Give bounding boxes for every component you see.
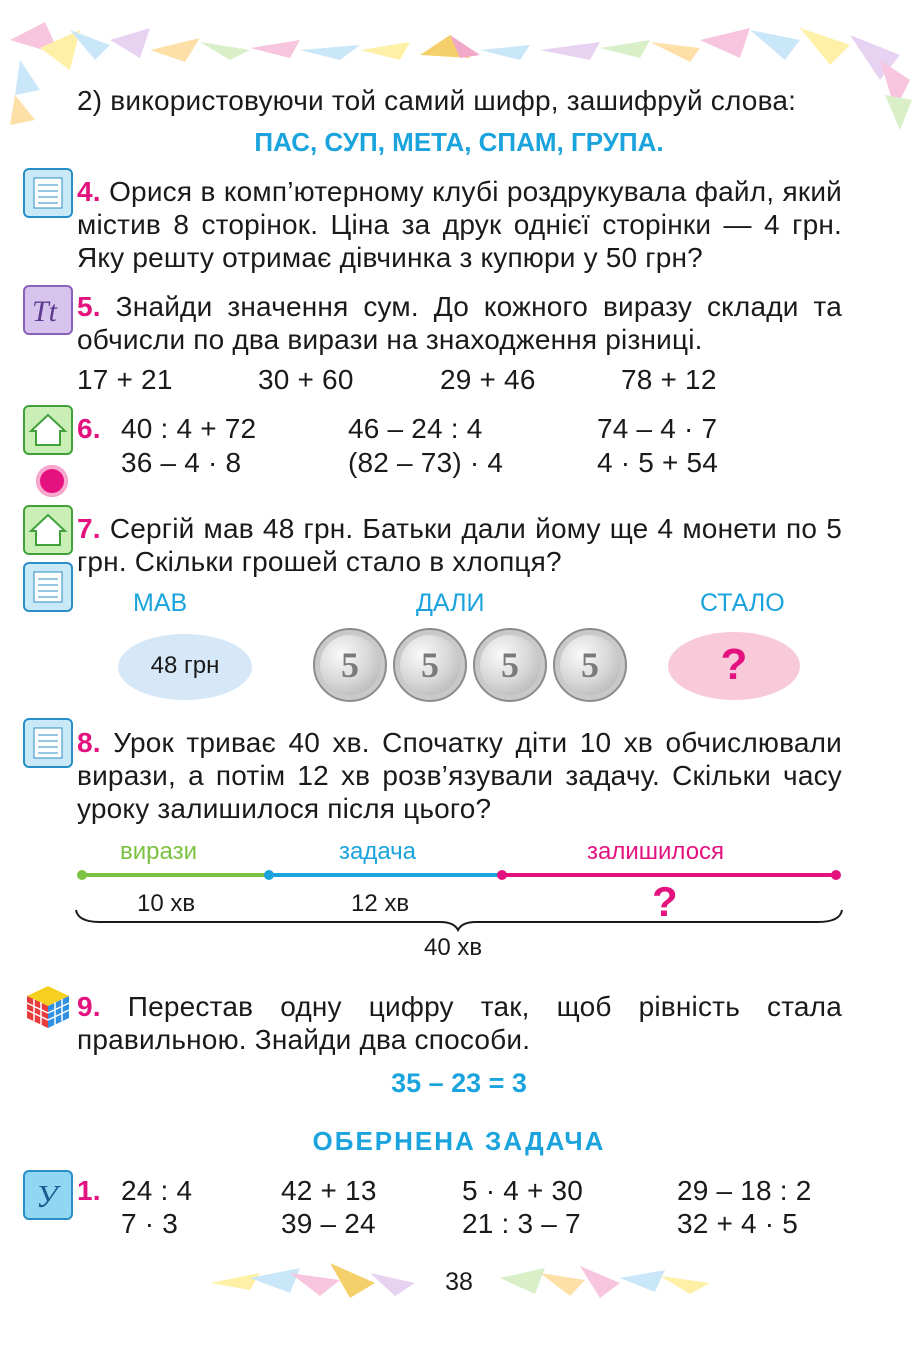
task8-text <box>77 726 842 825</box>
task5-expr: 78 + 12 <box>621 364 717 395</box>
notebook-icon <box>23 168 73 218</box>
seg-label-remaining: залишилося <box>587 838 725 865</box>
task7-text <box>77 512 842 578</box>
task6-row1 <box>0 412 918 446</box>
coin-icon <box>473 628 547 702</box>
task4-number: 4. <box>77 176 101 207</box>
had-value: 48 грн <box>150 652 220 679</box>
task5-number: 5. <box>77 291 101 322</box>
inverse-expr: 42 + 13 <box>281 1175 377 1206</box>
inverse-row2 <box>0 1207 918 1241</box>
house-icon <box>23 505 73 555</box>
seg-label-task: задача <box>339 838 417 865</box>
coin-value: 5 <box>341 645 359 685</box>
task5-expr: 17 + 21 <box>77 364 173 395</box>
inverse-heading: ОБЕРНЕНА ЗАДАЧА <box>312 1126 606 1156</box>
task6-expr: 74 – 4 · 7 <box>597 413 718 444</box>
task4-text <box>77 175 842 274</box>
task5-expr: 30 + 60 <box>258 364 354 395</box>
label-gave: ДАЛИ <box>416 589 485 617</box>
task6-expr: 40 : 4 + 72 <box>121 413 257 444</box>
coin-icon <box>553 628 627 702</box>
coin-icon <box>393 628 467 702</box>
task9-equation: 35 – 23 = 3 <box>391 1068 527 1098</box>
inverse-expr: 5 · 4 + 30 <box>462 1175 584 1206</box>
notebook-icon <box>23 562 73 612</box>
page-number: 38 <box>445 1268 473 1296</box>
coin-value: 5 <box>421 645 439 685</box>
task5-body: Знайди значення сум. До кожного виразу склади та обчисли по два вирази на знаходження різниці. <box>77 291 842 355</box>
task5-text <box>77 290 842 356</box>
svg-text:У: У <box>36 1178 58 1214</box>
task5-expressions <box>0 363 918 397</box>
inverse-expr: 32 + 4 · 5 <box>677 1208 799 1239</box>
seg-value-task: 12 хв <box>351 890 410 917</box>
total-value: 40 хв <box>424 934 483 961</box>
svg-text:Τt: Τt <box>32 295 58 328</box>
label-had: МАВ <box>133 589 188 617</box>
task6-expr: 36 – 4 · 8 <box>121 447 242 478</box>
task8-body: Урок триває 40 хв. Спочатку діти 10 хв обчислювали вирази, а потім 12 хв розв’язували задачу. Скільки часу уроку залишилося після цього? <box>77 727 843 824</box>
task6-expr: (82 – 73) · 4 <box>348 447 504 478</box>
intro-words: ПАС, СУП, МЕТА, СПАМ, ГРУПА. <box>254 127 664 157</box>
task9-body: Перестав одну цифру так, щоб рівність стала правильною. Знайди два способи. <box>77 991 842 1055</box>
task6-number: 6. <box>77 413 101 444</box>
task9-number: 9. <box>77 991 101 1022</box>
task6-row2 <box>0 446 918 480</box>
rubik-cube-icon <box>24 983 72 1031</box>
seg-label-expressions: вирази <box>120 838 197 865</box>
task8-number: 8. <box>77 727 101 758</box>
inverse-row1 <box>0 1174 918 1208</box>
task9-text <box>77 990 842 1056</box>
inverse-expr: 21 : 3 – 7 <box>462 1208 581 1239</box>
task7-number: 7. <box>77 513 101 544</box>
task4-body: Орися в комп’ютерному клубі роздрукувала файл, який містив 8 сторінок. Ціна за друк однієї сторінки — 4 грн. Яку решту отримає дівчинка з купюри у 50 грн? <box>77 176 843 273</box>
task5-expr: 29 + 46 <box>440 364 536 395</box>
seg-value-expressions: 10 хв <box>137 890 196 917</box>
notebook-icon <box>23 718 73 768</box>
inverse-expr: 24 : 4 <box>121 1175 193 1206</box>
inverse-expr: 7 · 3 <box>121 1208 179 1239</box>
task6-expr: 4 · 5 + 54 <box>597 447 719 478</box>
label-became: СТАЛО <box>700 589 785 617</box>
cursive-letter-icon <box>23 285 73 335</box>
top-decoration <box>0 0 918 140</box>
inverse-expr: 29 – 18 : 2 <box>677 1175 812 1206</box>
became-unknown: ? <box>720 640 748 689</box>
inverse-number: 1. <box>77 1175 101 1206</box>
coin-value: 5 <box>581 645 599 685</box>
coin-icon <box>313 628 387 702</box>
task7-body: Сергій мав 48 грн. Батьки дали йому ще 4 монети по 5 грн. Скільки грошей стало в хлопця? <box>77 513 842 577</box>
task6-expr: 46 – 24 : 4 <box>348 413 483 444</box>
coin-value: 5 <box>501 645 519 685</box>
inverse-expr: 39 – 24 <box>281 1208 376 1239</box>
intro-line: 2) використовуючи той самий шифр, зашифруй слова: <box>77 85 797 116</box>
seg-value-unknown: ? <box>652 878 678 925</box>
